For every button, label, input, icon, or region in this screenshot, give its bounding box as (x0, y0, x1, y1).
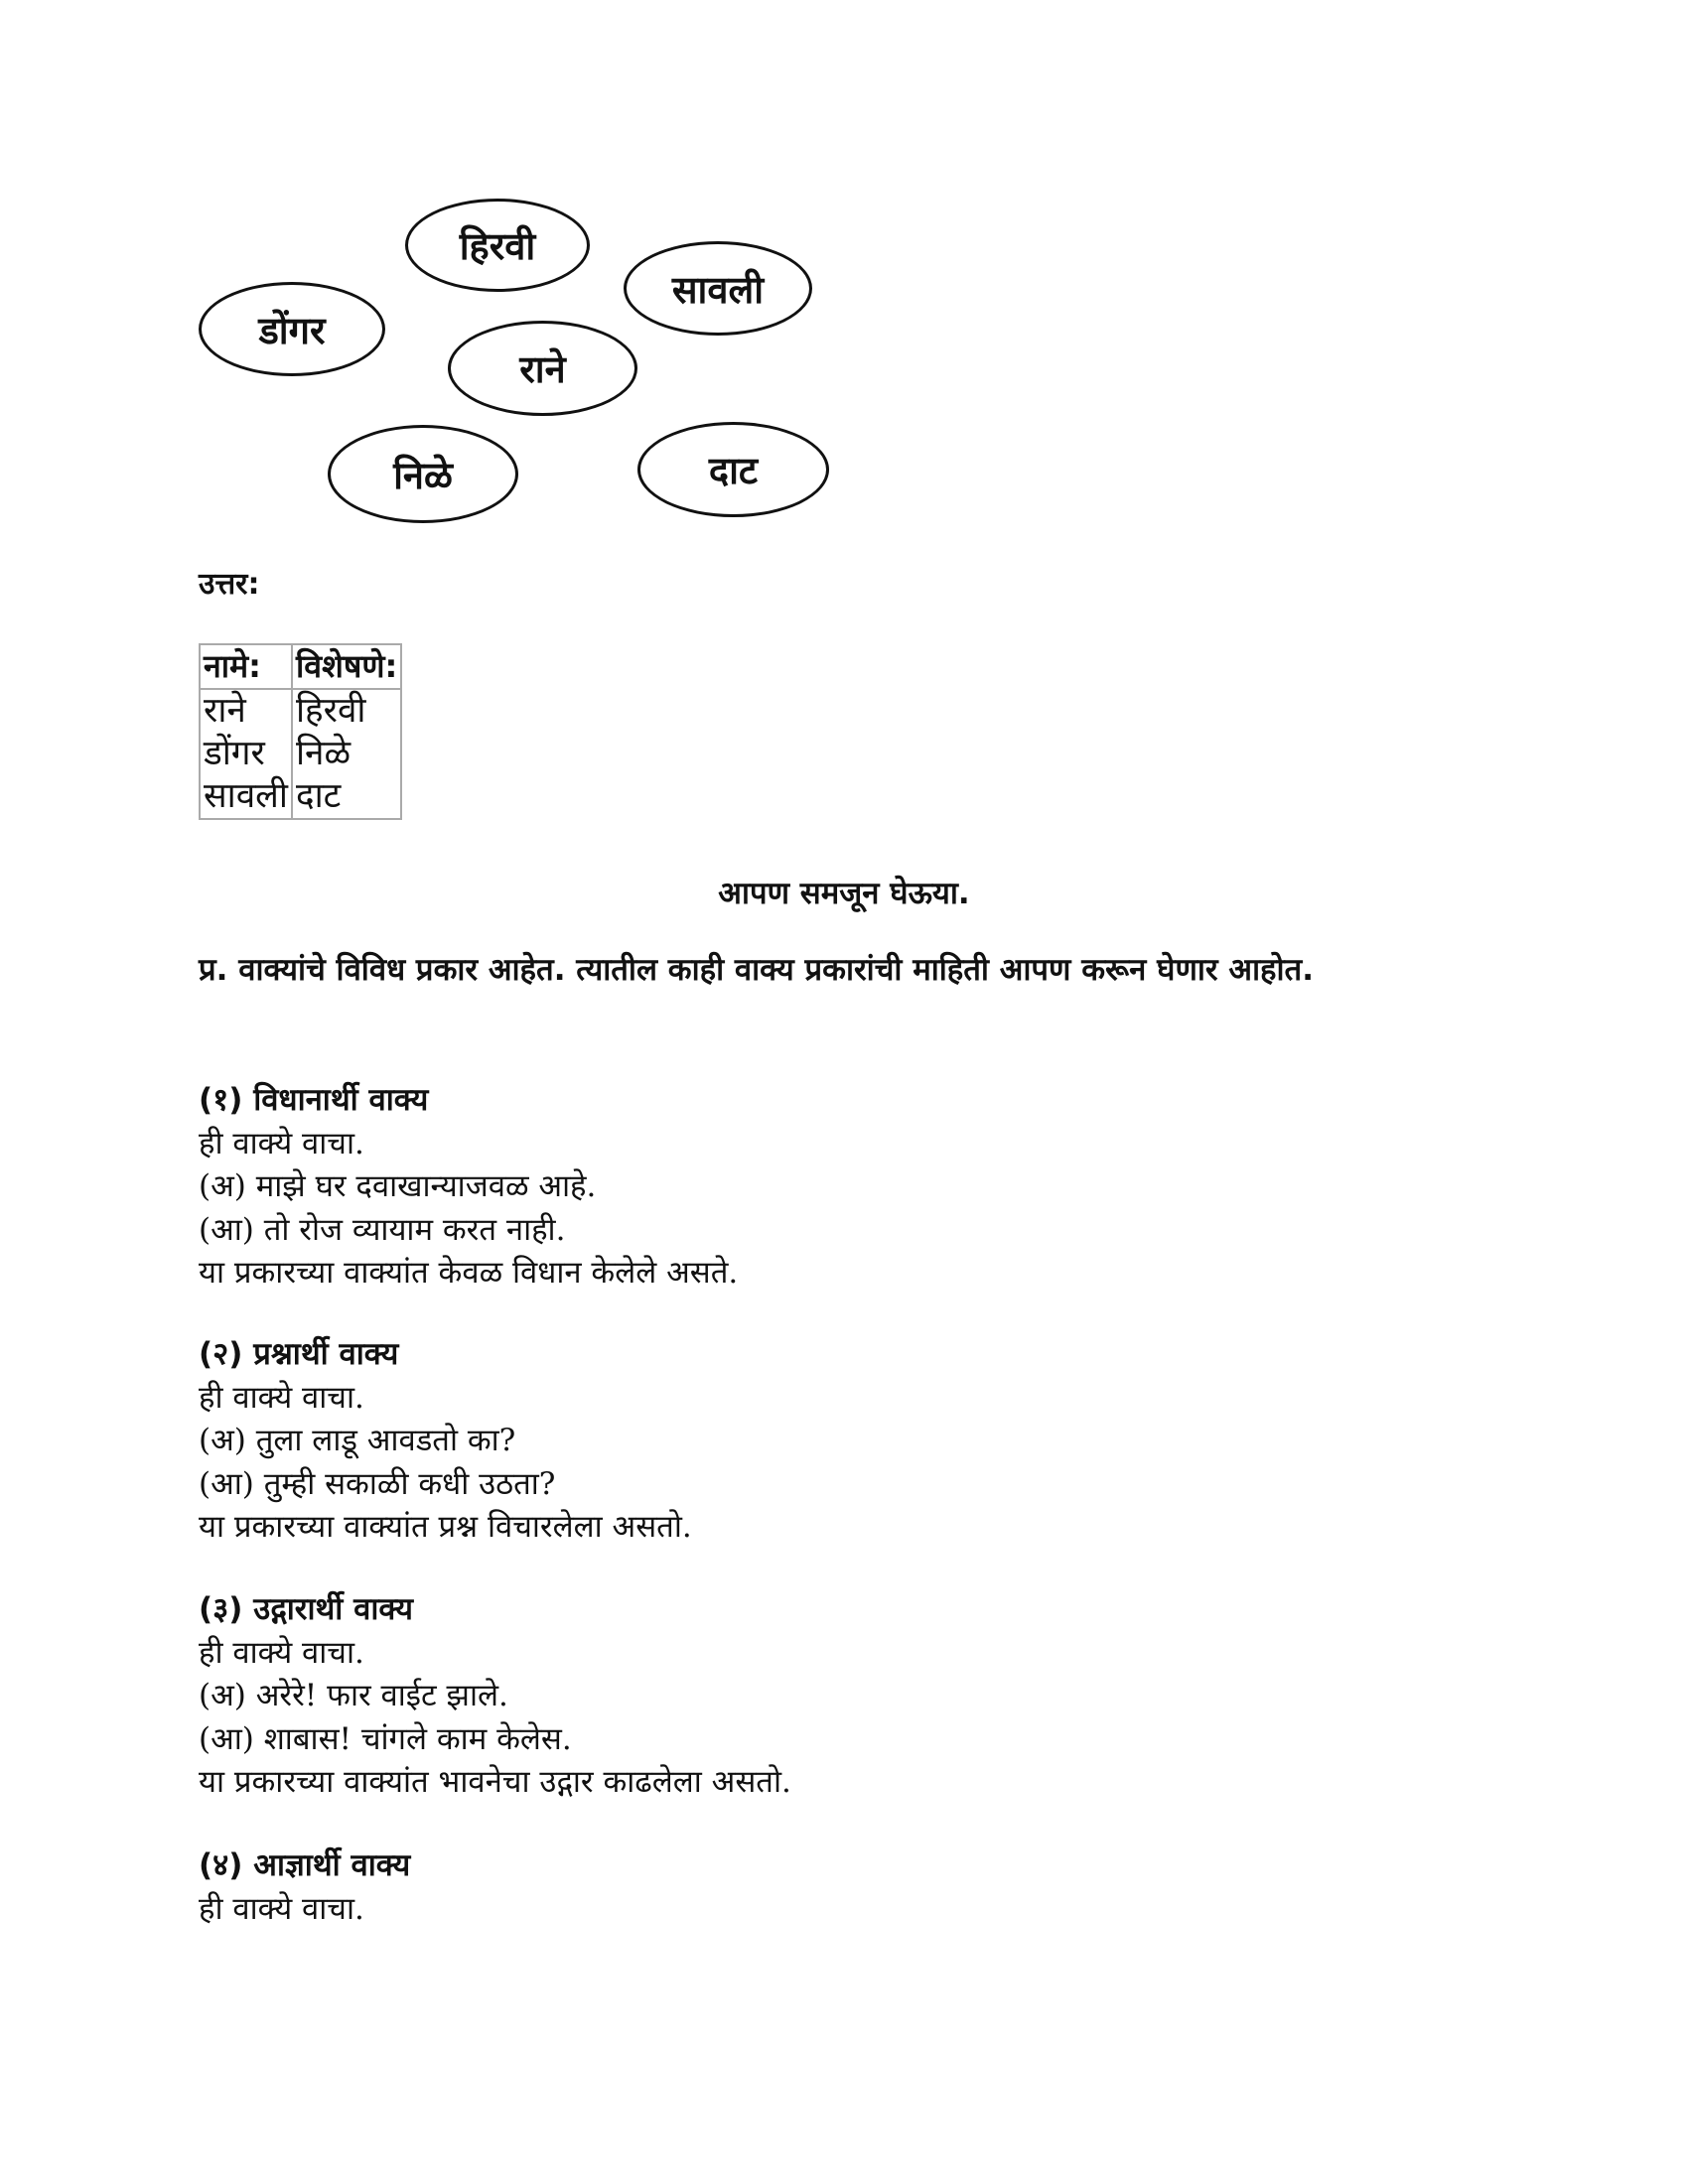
section-title: (२) प्रश्नार्थी वाक्य (199, 1336, 399, 1372)
table-row (200, 775, 401, 819)
table-row (200, 689, 401, 733)
section-line: ही वाक्ये वाचा. (199, 1125, 364, 1161)
answer-label: उत्तर: (199, 567, 260, 602)
section-statement-sentence (199, 1079, 1450, 1296)
word-bubble-savali: सावली (624, 241, 812, 336)
section-line: (आ) तो रोज व्यायाम करत नाही. (199, 1211, 566, 1248)
section-line: (आ) तुम्ही सकाळी कधी उठता? (199, 1465, 556, 1502)
section-title: (३) उद्गारार्थी वाक्य (199, 1591, 413, 1627)
section-line: ही वाक्ये वाचा. (199, 1634, 364, 1671)
section-line: या प्रकारच्या वाक्यांत भावनेचा उद्गार काढलेला असतो. (199, 1764, 791, 1800)
section-title: (१) विधानार्थी वाक्य (199, 1082, 429, 1118)
table-cell: राने (200, 689, 292, 733)
word-bubble-nile: निळे (328, 425, 518, 523)
word-bubble-hirvi: हिरवी (405, 199, 590, 292)
question-paragraph: प्र. वाक्यांचे विविध प्रकार आहेत. त्यातील काही वाक्य प्रकारांची माहिती आपण करून घेणार आहोत. (199, 952, 1314, 988)
table-cell: निळे (292, 733, 401, 775)
table-cell: दाट (292, 775, 401, 819)
section-exclamatory-sentence (199, 1588, 1450, 1805)
section-line: (अ) तुला लाडू आवडतो का? (199, 1423, 516, 1458)
word-bubble-dat: दाट (637, 422, 829, 517)
table-header-row (200, 644, 401, 689)
section-heading: आपण समजून घेऊया. (718, 876, 970, 911)
section-line: (आ) शाबास! चांगले काम केलेस. (199, 1720, 572, 1757)
section-line: (अ) अरेरे! फार वाईट झाले. (199, 1678, 508, 1713)
word-bubble-dongar: डोंगर (199, 282, 385, 376)
section-line: या प्रकारच्या वाक्यांत प्रश्न विचारलेला असतो. (199, 1509, 692, 1545)
column-header-nouns: नामे: (200, 644, 292, 689)
word-bubble-rane: राने (448, 321, 637, 416)
table-cell: हिरवी (292, 689, 401, 733)
section-question-sentence (199, 1333, 1450, 1550)
table-row (200, 733, 401, 775)
section-line: ही वाक्ये वाचा. (199, 1890, 364, 1927)
section-title: (४) आज्ञार्थी वाक्य (199, 1847, 411, 1883)
answer-table (199, 643, 402, 820)
section-line: या प्रकारच्या वाक्यांत केवळ विधान केलेले असते. (199, 1255, 739, 1291)
table-cell: डोंगर (200, 733, 292, 775)
section-line: (अ) माझे घर दवाखान्याजवळ आहे. (199, 1168, 597, 1204)
column-header-adjectives: विशेषणे: (292, 644, 401, 689)
section-line: ही वाक्ये वाचा. (199, 1379, 364, 1416)
table-cell: सावली (200, 775, 292, 819)
section-imperative-sentence (199, 1844, 1450, 1931)
